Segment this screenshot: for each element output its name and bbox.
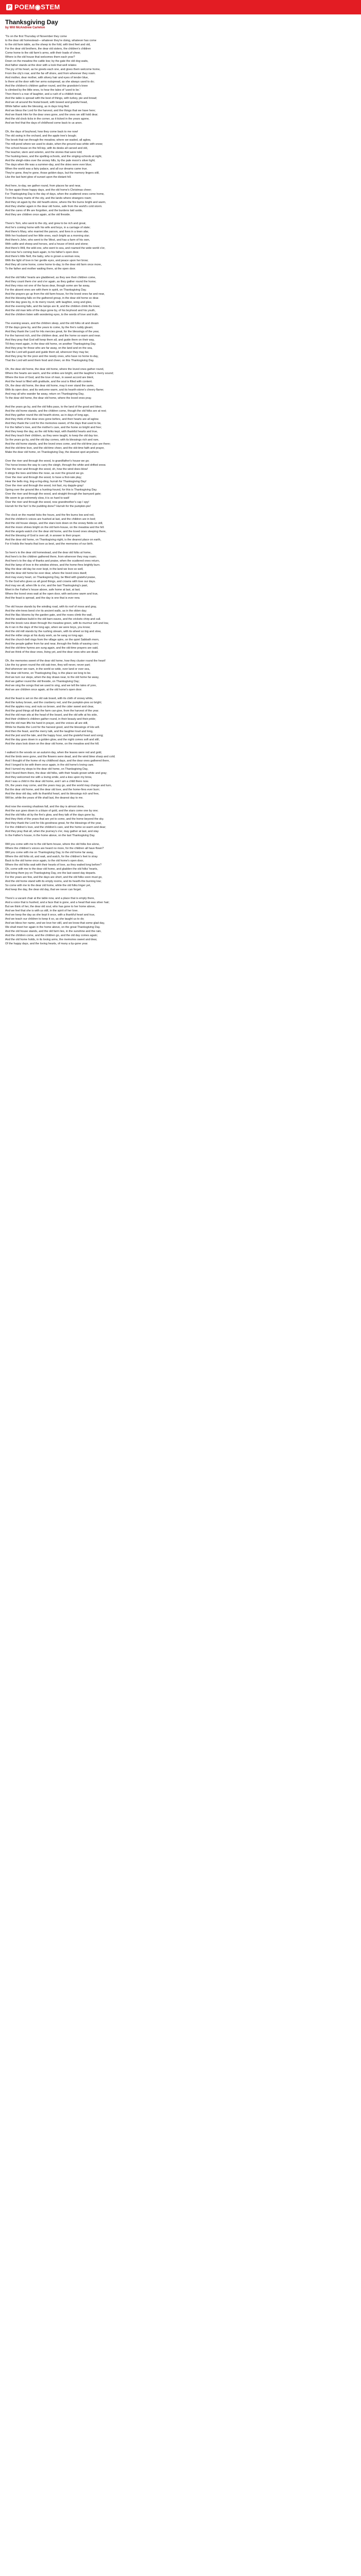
poem-line: And the old man sits at the head of the board, and the old wife at his side,: [5, 714, 98, 717]
poem-stanza: [5, 896, 356, 946]
poem-line: And they all come home, come home to-day, to the dear old farm once more,: [5, 263, 102, 266]
poem-line: Will you come with me to the old farm-house, where the old folks live alone,: [5, 843, 100, 846]
poem-line: The joy of his heart, as he greets each one, and gives them welcome home,: [5, 68, 101, 71]
poem-line: And now the evening shadows fall, and the day is almost done,: [5, 805, 85, 808]
poem-stanza: [5, 222, 356, 271]
poem-line: Oh, the dear old home, the dear old home, may it ever stand the same,: [5, 384, 94, 387]
poem-line: To the dear old home, the dear old home, where the loved ones pray.: [5, 397, 92, 400]
poem-line: For Thanksgiving Day is the day of days, when the scattered ones come home,: [5, 193, 105, 196]
poem-line: And they gather round the old hearth-stone, as in days of long ago,: [5, 414, 89, 417]
poem-line: 'Tis on the first Thursday of November they come: [5, 35, 67, 38]
poem-line: And the children come, and the children go, and the old day comes again;: [5, 934, 98, 937]
poem-line: And father stands at the door with a look that well relates: [5, 64, 77, 67]
poem-line: Where the loved ones wait at the open door, with welcome warm and true,: [5, 592, 99, 596]
poem-stanza: [5, 184, 356, 217]
poem-line: And they pray that all, when the journey's o'er, may gather at last, and stay: [5, 830, 99, 833]
poem-line: Where the old folks sit, and wait, and watch, for the children's feet to stray: [5, 855, 98, 858]
poem-line: The school-house on the hill-top, with its desks all carved and old,: [5, 147, 88, 150]
poem-line: Oh, the years may come, and the years may go, and the world may change and turn,: [5, 784, 112, 787]
poem-line: And they pray that God will keep them all, and guide them on their way,: [5, 338, 95, 342]
poem-line: And the stars look down on the dear old home, on the meadow and the hill.: [5, 742, 100, 745]
poem-line: And the old clock ticks in the corner, as it ticked in the years agone,: [5, 117, 90, 121]
poem-line: Spring over the ground like a hunting-hound, for this is Thanksgiving Day.: [5, 488, 97, 492]
poem-line: So come with me to the dear old home, while the old folks linger yet,: [5, 884, 91, 887]
poem-line: Oh, the days of boyhood, how they come back to me now!: [5, 130, 78, 133]
poem-line: And here, to-day, we gather round, from places far and near,: [5, 184, 81, 188]
poem-stanza: [5, 751, 356, 800]
site-logo[interactable]: [6, 3, 60, 11]
poem-line: And we sing the songs that we used to sing, and we tell the tales of yore,: [5, 684, 97, 687]
poem-line: The clock on the mantel ticks the hours, and the fire burns low and red,: [5, 514, 94, 517]
poem-stanza: [5, 842, 356, 892]
poem-line: And we turn our steps, when the day draws near, to the old home far away,: [5, 676, 100, 679]
poem-line: And they sit again by the old hearth-stone, where the fire burns bright and warm,: [5, 201, 106, 204]
poem-line: And I thought of the home of my childhood days, and the dear ones gathered there,: [5, 759, 110, 762]
poem-line: And the children listen with wondering eyes, to the words of love and truth.: [5, 313, 99, 316]
poem-line: That the Lord will send them food and cheer, on this Thanksgiving Day.: [5, 359, 94, 362]
poem-line: And they thank the Lord for His mercies great, for the blessings of the year,: [5, 330, 100, 333]
poem-line: I walked in the woods on an autumn day, when the leaves were red and gold,: [5, 751, 102, 754]
poem-line: And they teach their children, as they were taught, to keep the old day too.: [5, 434, 99, 437]
poem-line: Hear the bells ring, ting-a-ling-ding, hurrah for Thanksgiving Day!: [5, 480, 87, 483]
poem-line: And the blessing falls on the gathered group, in the dear old home so dear.: [5, 297, 99, 300]
poem-line: And they shelter again in the dear old home, safe from the world's cold storm.: [5, 205, 103, 208]
poem-line: And a voice that is hushed, and a face that is gone, and a head that was silver hair;: [5, 901, 110, 904]
poem-line: For the father's love, and the mother's care, and the home so bright and free;: [5, 426, 102, 429]
poem-stanza: [5, 35, 356, 125]
poem-line: So the years go by, and the old day comes, with its blessings rich and rare,: [5, 438, 100, 442]
poem-line: Where is the old house that welcomes them each year?: [5, 56, 75, 59]
poem-line: And the cares of life are forgotten, and the burdens laid aside,: [5, 209, 83, 212]
poem-line: And the table is spread with the best of things, with turkey, pie and bread;: [5, 97, 97, 100]
poem-header: [0, 14, 361, 29]
poem-line: And we think of the dear ones, living yet, and the dear ones who are dead.: [5, 651, 99, 654]
poem-line: And the day goes down in a golden glow, and the night comes soft and still,: [5, 738, 100, 741]
poem-byline[interactable]: by Will McAndrew Carleton: [5, 26, 45, 29]
poem-line: The days when life was a summer-day, and the skies were ever blue;: [5, 163, 92, 166]
poem-stanza: [5, 805, 356, 838]
poem-line: And we keep the day as she kept it once, with a thankful heart and true,: [5, 913, 95, 917]
poem-line: For the harvest rich, and the children dear, and the home so warm and near.: [5, 334, 101, 337]
poem-stanza: [5, 367, 356, 400]
poem-line: And the old-time hymns are sung again, and the old-time prayers are said,: [5, 647, 99, 650]
poem-line: Then there's a roar of laughter, and a rush of a childish tread,: [5, 93, 82, 96]
poem-line: Till they meet again, in the dear old home, on another Thanksgiving Day.: [5, 343, 96, 346]
poem-line: So here's to the dear old homestead, and the dear old folks at home,: [5, 551, 92, 554]
poem-line: And the feast is set on the old oak board, with its cloth of snowy white,: [5, 697, 93, 700]
poem-line: And may every heart, on Thanksgiving Day, be filled with grateful praise,: [5, 576, 96, 579]
poem-line: To live again those happy days, and the old home's Christmas cheer;: [5, 189, 92, 192]
poem-line: And bring them joy on Thanksgiving Day, ere the last sweet day departs.: [5, 872, 96, 875]
poem-line: With the light of love in her gentle eyes, and peace upon her brow;: [5, 259, 89, 262]
poem-line: But we think of her, the dear old soul, who has gone to her home above,: [5, 905, 96, 908]
poem-line: And the old home holds, in its loving arms, the memories sweet and dear,: [5, 938, 97, 941]
poem-line: To the God who gives us all good things, and crowns with love our days.: [5, 580, 96, 583]
poem-stanza: [5, 405, 356, 454]
poem-line: And I turned my steps to the dear old home, on Thanksgiving Day,: [5, 768, 88, 771]
poem-line: And we are children once again, at the old home's open door.: [5, 688, 83, 691]
poem-stanza: [5, 130, 356, 179]
poem-line: But the dear old home, and the dear old love, and the home-fires ever burn;: [5, 788, 100, 791]
poem-line: Over the river and through the wood, to grandfather's house we go;: [5, 460, 90, 463]
poem-line: Oh, the memories sweet of the dear old home, how they cluster round the heart!: [5, 659, 106, 663]
poem-line: With its open door, and its welcome warm, and its hearth-stone's cheery flame;: [5, 388, 104, 392]
poem-line: And they are children once again, at the old fireside.: [5, 213, 71, 216]
poem-line: They're gone, they're gone, those golden days, but the memory lingers still,: [5, 172, 100, 175]
poem-line: The old house stands by the winding road, with its roof of moss and gray,: [5, 605, 97, 608]
poem-stanza: [5, 459, 356, 509]
poem-line: While father asks the blessing, as in days long fled.: [5, 105, 70, 108]
poem-line: And they think of the years that are yet to come, and the home beyond the sky.: [5, 818, 104, 821]
poem-line: Make the dear old home, on Thanksgiving Day, the dearest spot anywhere.: [5, 451, 100, 454]
logo-text: POEM◉STEM: [14, 3, 60, 11]
poem-line: With her husband and her little ones, each bright as a morning star;: [5, 234, 90, 238]
poem-line: And now he's coming back again, to his father's open door.: [5, 251, 79, 254]
poem-line: And the jest and the tale, and the happy hour, and the grateful heart and song;: [5, 734, 104, 737]
poem-line: And the sun goes down in a blaze of gold, and the stars come one by one;: [5, 809, 99, 812]
poem-line: The mill-pond where we used to skate, when the ground was white with snow;: [5, 143, 103, 146]
poem-line: And there's Mary, who married the parson, and lives in a town afar,: [5, 230, 89, 233]
poem-line: The teacher, stern and solemn, and the stories that were told;: [5, 151, 83, 154]
poem-line: Where the old folks wait with their hearts of love, as they waited long before?: [5, 863, 102, 867]
poem-line: Is climbed by the little ones, to hear the tales of 'used to be.': [5, 89, 80, 92]
poem-line: And the evening falls, and the lamps are lit, and the children climb the knee;: [5, 305, 101, 308]
poem-line: Over the river and through the wood, now grandmother's cap I spy!: [5, 501, 89, 504]
poem-line: And the moon shines bright on the old farm-house, on the meadow and the hill.: [5, 526, 105, 529]
poem-line: Will you come with me on Thanksgiving Day, to the old home far away,: [5, 851, 94, 854]
poem-line: Is there at the door with her arms outspread, as she always used to do;: [5, 80, 95, 83]
poem-line: And we feel that she is with us still, in the spirit of her love.: [5, 909, 78, 912]
poem-line: And the children's voices are hushed at last, and the children are in bed;: [5, 518, 96, 521]
poem-line: And the heart is filled with gratitude, and the soul is filled with content.: [5, 380, 93, 383]
poem-stanza: [5, 321, 356, 363]
poem-line: to the dear old homestead— whatever they're doing, whatever has come: [5, 39, 96, 42]
poem-line: And may all who wander far away, return on Thanksgiving Day,: [5, 393, 85, 396]
poem-line: And there's Will, the wild one, who went to sea, and roamed the wide world o'er,: [5, 247, 106, 250]
poem-line: And they think of the dear ones gone before, and their hearts are all aglow.: [5, 418, 99, 421]
poem-stanza: [5, 513, 356, 546]
poem-stanza: [5, 276, 356, 317]
poem-line: For the children's love, and the children's care, and the home so warm and dear;: [5, 826, 106, 829]
poem-line: And the dear old day, with its thankful heart, and its blessings rich and free,: [5, 792, 100, 795]
poem-line: For the dear old brothers, the dear old sisters, the children's children: [5, 47, 91, 50]
poem-line: And keep the day, the dear old day, that we never can forget.: [5, 888, 82, 891]
poem-line: And the day goes by, in its merry round, with laughter, song and glee,: [5, 301, 92, 304]
poem-line: That the Lord will guard and guide them all, wherever they may be;: [5, 351, 89, 354]
poem-line: And we teach our children to keep it so, as she taught us to do;: [5, 918, 85, 921]
poem-line: The brook that ran through the meadow, where we waded, all aglow,: [5, 139, 91, 142]
poem-line: And we thank Him for the dear ones gone, and the ones we still hold dear;: [5, 113, 99, 116]
poem-line: And the dear old home, on Thanksgiving night, is the dearest place on earth,: [5, 538, 102, 541]
poem-line: And wherever we roam, in the world so wide, over land or over sea,: [5, 668, 90, 671]
poem-line: Where the love of God, and the love of man, in sweet accord are blent,: [5, 376, 94, 379]
poem-line: There's Tom, who went to the city, and grew to be rich and great,: [5, 222, 87, 225]
poem-line: And the years go by, and the old folks pass, to the land of the good and blest,: [5, 405, 102, 409]
poem-line: And we bless her name, and we love her still, and we know that some glad day,: [5, 922, 105, 925]
poem-line: And the brook runs down through the meadow green, with its murmur soft and low,: [5, 622, 109, 625]
poem-line: The evening wears, and the children sleep, and the old folks sit and dream: [5, 322, 99, 325]
poem-line: For the absent ones are with them in spirit, on Thanksgiving Day.: [5, 289, 87, 292]
poem-title: Thanksgiving Day: [5, 19, 58, 26]
logo-badge-icon: P: [6, 4, 12, 10]
poem-line: And the swallows build in the old barn-eaves, and the crickets chirp and call.: [5, 618, 101, 621]
poem-line: The dear old home, on Thanksgiving Day, is the place we long to be.: [5, 672, 91, 675]
poem-line: May the dear old day be ever kept, in the land we love so well,: [5, 568, 84, 571]
poem-line: And the prayers go up from the old farm-house, for the loved ones far and near,: [5, 293, 105, 296]
poem-line: Where the hearts are warm, and the smiles are bright, and the laughter's merry sound;: [5, 372, 114, 375]
poem-line: Over the river and through the wood, trot fast, my dapple-gray!: [5, 484, 84, 487]
poem-line: From the busy marts of the city, and the lands where strangers roam;: [5, 197, 92, 200]
poem-line: And their children's children gather round, in their beauty and their pride;: [5, 718, 96, 721]
poem-line: to the old farm table, as the sheep to the fold, with tired feet and old,: [5, 43, 91, 46]
poem-line: And the dear old home be ever dear, where the loved ones dwell;: [5, 572, 87, 575]
poem-line: The horse knows the way to carry the sleigh, through the white and drifted snow.: [5, 464, 106, 467]
poem-line: We shall meet her again in the home above, on the great Thanksgiving Day.: [5, 926, 101, 929]
poem-line: And they keep the day, as the old folks kept, with thankful hearts and true,: [5, 430, 98, 433]
poem-line: And I was a child in the dear old home, and I am a child there now.: [5, 780, 89, 783]
poem-line: Like the last faint glow of sunset upon the distant hill.: [5, 176, 72, 179]
poem-line: Of the happy days, and the loving hearts, of many a by-gone year.: [5, 942, 88, 945]
poem-stanza: [5, 659, 356, 692]
poem-line: To the father and mother waiting there, at the open door.: [5, 267, 76, 270]
poem-line: And the old-time love, and the old-time cheer, and the old-time faith and prayer,: [5, 447, 105, 450]
poem-line: And the people gather from far and near, through the fields of waving corn;: [5, 642, 99, 646]
poem-stanza: [5, 551, 356, 600]
poem-line: And the lamp of love in the window shines, and the home-fires brightly burn.: [5, 564, 101, 567]
poem-line: For it holds the hearts that love us best, and the memories of our birth.: [5, 543, 94, 546]
poem-line: And the old home stand with its empty rooms, and its hearth-fire burning low;: [5, 880, 102, 883]
poem-line: Over the river and through the wood, oh, how the wind does blow!: [5, 468, 88, 471]
poem-line: When the world was a fairy palace, and all our dreams came true.: [5, 167, 88, 171]
poem-line: And here's to the children gathered there, from wherever they may roam;: [5, 555, 97, 558]
poem-line: It stings the toes and bites the nose, as over the ground we go.: [5, 472, 85, 475]
poem-line: From the city's roar, and the far-off shore, and from wherever they roam.: [5, 72, 96, 75]
poem-line: In the Father's house, in the home above, on the last Thanksgiving Day.: [5, 834, 95, 837]
poem-line: Like the ivy green round the old oak-tree, they will never, never part;: [5, 664, 91, 667]
poem-line: For the years are few, and the days are short, and the old folks soon must go,: [5, 876, 103, 879]
poem-line: Oh, the dear old home, the dear old home, where the loved ones gather round,: [5, 368, 104, 371]
poem-line: Of the days gone by, and the years to come, by the fire's ruddy gleam;: [5, 326, 93, 329]
poem-line: And they thank the Lord for the memories sweet, of the days that used to be,: [5, 422, 102, 425]
poem-line: Down on the meadow the cattle low; by the gate the old dog waits,: [5, 60, 89, 63]
poem-line: And we feel that the days of childhood come back to us anon.: [5, 122, 83, 125]
poem-line: Will be, while the years of life shall last, the dearest day to me.: [5, 796, 84, 800]
poem-line: And I longed to be with them once again, in the old home's loving care.: [5, 764, 94, 767]
poem-line: And the old house sleeps, and the stars look down on the snowy fields so still,: [5, 522, 103, 525]
poem-line: And they count them o'er and o'er again, as they gather round the home;: [5, 280, 96, 283]
poem-line: Over the river and through the wood, to have a first-rate play;: [5, 476, 82, 479]
poem-line: Oh, come with me to the dear old home, and gladden the old folks' hearts,: [5, 868, 98, 871]
poem-line: Back to the old home once again, to the old home's open door,: [5, 859, 84, 862]
poem-line: There's a vacant chair at the table now, and a place that is empty there,: [5, 897, 95, 900]
poem-line: And the good things all that the farm can give, from the harvest of the year.: [5, 709, 99, 713]
poem-line: And he's coming home with his wife and boys, in a carriage of state;: [5, 226, 91, 229]
poem-line: And they pray for those who are far away, on the land and on the sea,: [5, 347, 93, 350]
poem-line: And may we all, when life is o'er, and the last Thanksgiving's past,: [5, 584, 88, 587]
poem-line: And the old house stands, and the old farm lies, in the sunshine and the rain,: [5, 930, 102, 933]
poem-line: And the turkey brown, and the cranberry red, and the pumpkin-pies so bright;: [5, 701, 102, 704]
poem-line: And they welcomed me with a loving smile, and a kiss upon my brow,: [5, 776, 92, 779]
poem-line: And the birds were gone, and the flowers were dead, and the wind blew sharp and cold;: [5, 755, 116, 758]
poem-line: And the apples rosy, and nuts so brown, and the cider sweet and clear,: [5, 705, 94, 708]
poem-line: And the sleigh-rides over the snowy hills, by the pale moon's silver light;: [5, 159, 95, 162]
poem-line: And the miller sings at his dusty work, as he sang so long ago.: [5, 634, 84, 637]
poem-line: And the old man lifts his hand in prayer, and the voices all are still,: [5, 722, 88, 725]
poem-line: And the feast is spread, and the day is one that is ever new.: [5, 597, 80, 600]
poem-line: And the angels watch o'er the dear old home, and the loved ones sleeping there,: [5, 530, 107, 533]
poem-line: And the blessing of God is over all, in answer to their prayer.: [5, 534, 81, 537]
poem-line: And we gather round the old fireside, on Thanksgiving Day;: [5, 680, 80, 683]
poem-body: [0, 35, 361, 946]
poem-line: With cattle and sheep and horses, and a house of brick and stone;: [5, 243, 89, 246]
poem-line: And I found them there, the dear old folks, with their heads grown white and gray;: [5, 772, 107, 775]
poem-line: And the old man tells of the days gone by, of his boyhood and his youth,: [5, 309, 96, 312]
poem-line: And they miss not one of the faces dear, though some are far away,: [5, 284, 90, 287]
poem-line: While he thanks the Lord for the harvest good, and the blessings of His will.: [5, 726, 100, 729]
poem-line: We seem to go extremely slow, it is so hard to wait!: [5, 497, 70, 500]
poem-line: And then the feast, and the merry talk, and the laughter loud and long,: [5, 730, 93, 733]
site-header-bar: [0, 0, 361, 14]
poem-line: Come home to the old farm's arms, with their loads of cheer,: [5, 52, 81, 55]
poem-line: And the elm-trees bend o'er its ancient walls, as in the olden day;: [5, 609, 87, 613]
poem-line: And the old folks' hearts are gladdened, as they see their children come,: [5, 276, 96, 279]
poem-line: And the old home stands, and the loved ones come, and the old-time joys are there;: [5, 443, 111, 446]
poem-line: And the church-bell rings from the village spire, on the quiet Sabbath morn,: [5, 638, 100, 641]
poem-line: And the old folks sit by the fire's glow, and they talk of the days gone by,: [5, 814, 95, 817]
poem-line: And we bless the Lord for the harvest, and the things that we have here;: [5, 109, 96, 112]
poem-line: Over the river and through the wood, and straight through the barnyard gate;: [5, 493, 102, 496]
poem-line: The husking-bees, and the spelling-schools, and the singing-schools at night,: [5, 155, 102, 158]
poem-line: And there's little Nell, the baby, who is grown a woman now,: [5, 255, 80, 258]
poem-line: And they pray for the poor and the needy ones, who have no home to-day,: [5, 355, 99, 358]
poem-stanza: [5, 697, 356, 746]
poem-line: And the children's children gather round, and the grandsire's knee: [5, 84, 88, 88]
poem-line: The old swing in the orchard, and the apple tree's bough;: [5, 134, 77, 138]
poem-line: And here's to the day of thanks and praise, when the scattered ones return,: [5, 560, 100, 563]
poem-line: Meet in the Father's house above, safe home at last, at last;: [5, 588, 80, 591]
poem-stanza: [5, 605, 356, 654]
poem-line: Where the children's voices are heard no more, for the children all have flown?: [5, 847, 104, 850]
poem-line: And we sit around the festal board, with bowed and grateful head,: [5, 101, 88, 104]
poem-line: And there's John, who went to the West, and has a farm of his own,: [5, 239, 90, 242]
poem-line: Hurrah for the fun! Is the pudding done? Hurrah for the pumpkin-pie!: [5, 505, 91, 508]
poem-line: And the lilac blooms by the garden gate, and the roses climb the wall,: [5, 614, 93, 617]
poem-line: And the old mill stands by the rushing stream, with its wheel so big and slow,: [5, 630, 102, 633]
poem-line: And they thank the Lord for His goodness great, for the blessings of the year,: [5, 822, 102, 825]
poem-line: As it ran in the days of the long ago, when we were boys, you know;: [5, 626, 91, 629]
poem-line: And mother, dear mother, with silvery hair and eyes of tender blue,: [5, 76, 89, 79]
poem-line: And the old home stands, and the children come, though the old folks are at rest;: [5, 410, 107, 413]
